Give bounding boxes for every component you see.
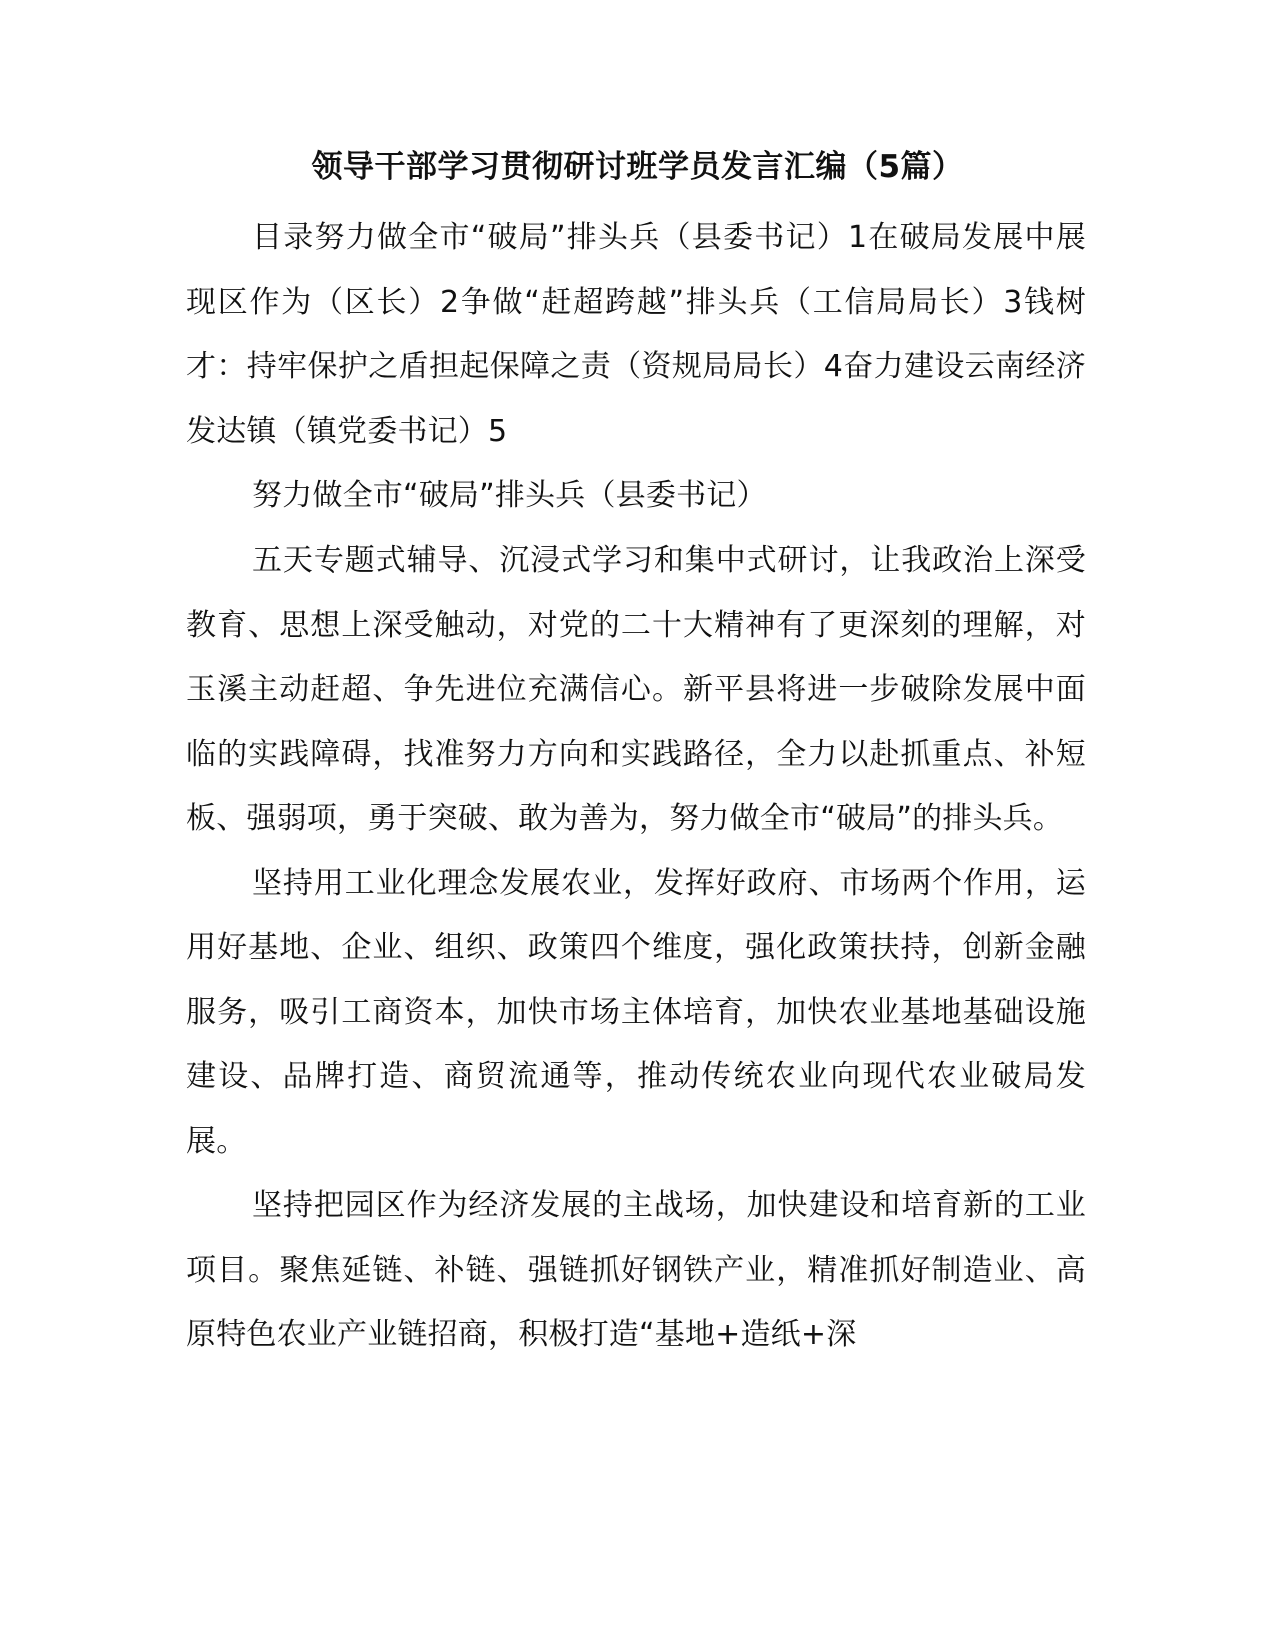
toc-paragraph: 目录努力做全市“破局”排头兵（县委书记）1在破局发展中展现区作为（区长）2争做“赶超跨越”排头兵（工信局局长）3钱树才：持牢保护之盾担起保障之责（资规局局长）4奋力建设云南经济发达镇（镇党委书记）5 <box>186 220 1086 449</box>
table-of-contents <box>186 206 1086 464</box>
document-title: 领导干部学习贯彻研讨班学员发言汇编（5篇） <box>311 149 964 185</box>
section-heading-text: 努力做全市“破局”排头兵（县委书记） <box>252 478 767 513</box>
body-paragraph: 坚持把园区作为经济发展的主战场，加快建设和培育新的工业项目。聚焦延链、补链、强链抓好钢铁产业，精准抓好制造业、高原特色农业产业链招商，积极打造“基地+造纸+深 <box>186 1188 1086 1352</box>
section-heading <box>186 464 1086 529</box>
body-paragraph: 五天专题式辅导、沉浸式学习和集中式研讨，让我政治上深受教育、思想上深受触动，对党的二十大精神有了更深刻的理解，对玉溪主动赶超、争先进位充满信心。新平县将进一步破除发展中面临的实践障碍，找准努力方向和实践路径，全力以赴抓重点、补短板、强弱项，勇于突破、敢为善为，努力做全市“破局”的排头兵。 <box>186 543 1086 836</box>
body-paragraph: 坚持用工业化理念发展农业，发挥好政府、市场两个作用，运用好基地、企业、组织、政策四个维度，强化政策扶持，创新金融服务，吸引工商资本，加快市场主体培育，加快农业基地基础设施建设、品牌打造、商贸流通等，推动传统农业向现代农业破局发展。 <box>186 865 1086 1159</box>
body-paragraphs <box>186 529 1086 1368</box>
